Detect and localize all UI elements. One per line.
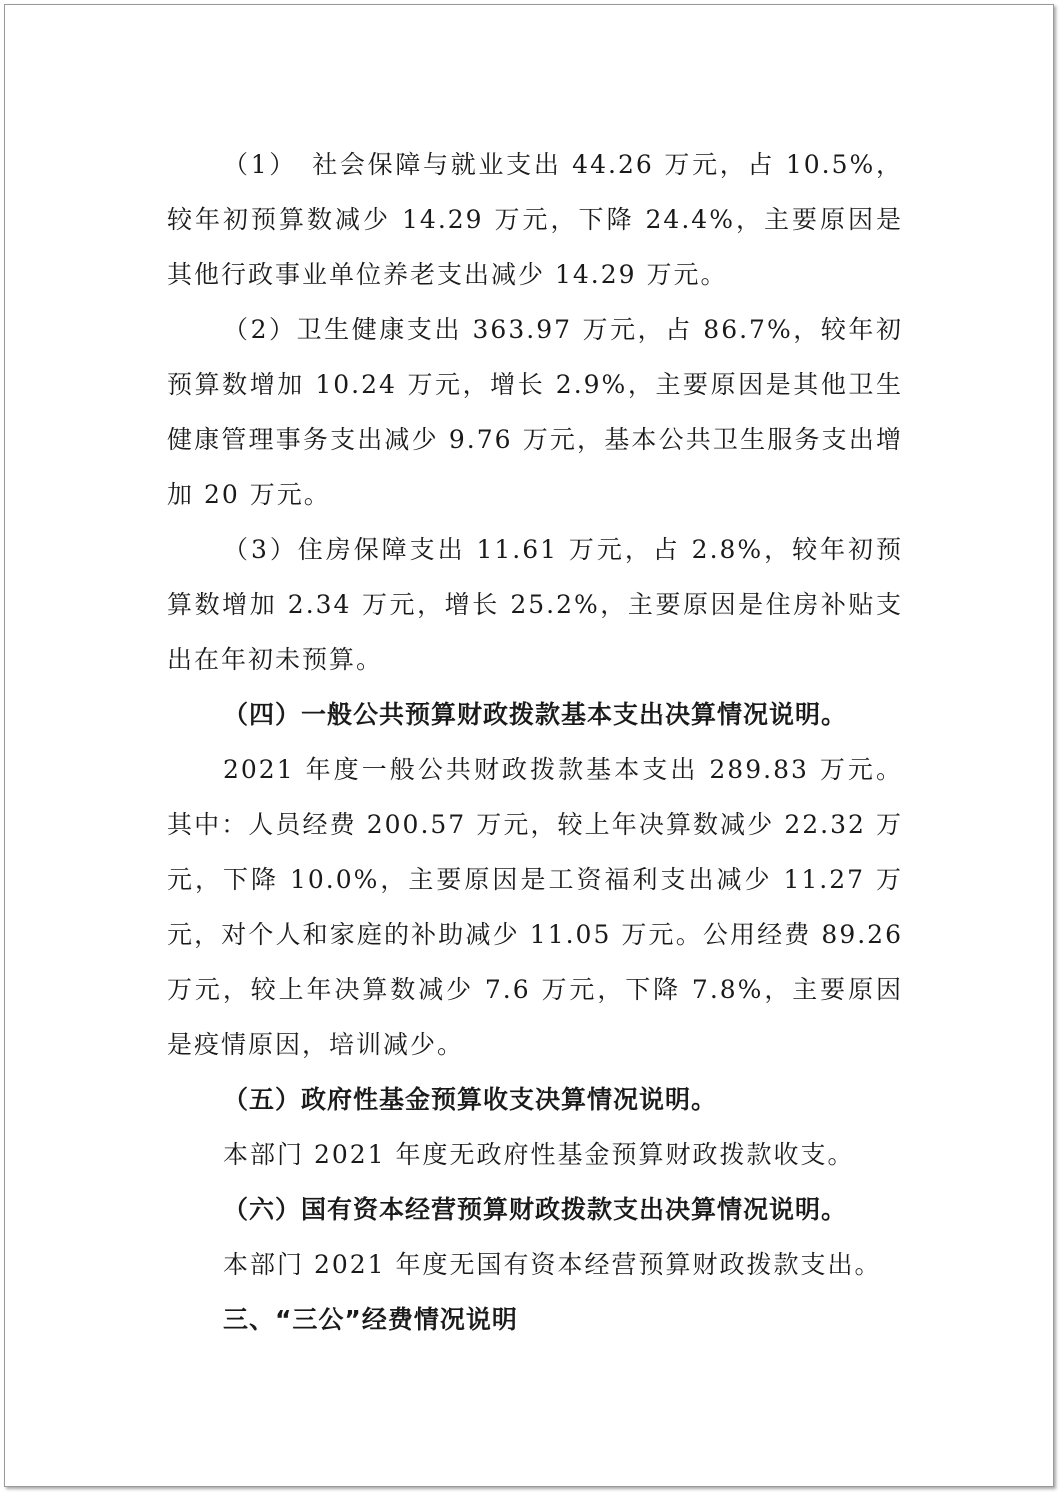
paragraph-state-capital: 本部门 2021 年度无国有资本经营预算财政拨款支出。 <box>223 1250 882 1279</box>
heading-government-fund: （五）政府性基金预算收支决算情况说明。 <box>223 1085 718 1114</box>
document-body <box>167 137 903 1347</box>
document-page <box>4 4 1054 1487</box>
paragraph-social-security: （1） 社会保障与就业支出 44.26 万元，占 10.5%，较年初预算数减少 14.29 万元，下降 24.4%，主要原因是其他行政事业单位养老支出减少 14.29 万元。 <box>167 150 903 289</box>
paragraph-housing: （3）住房保障支出 11.61 万元，占 2.8%，较年初预算数增加 2.34 万元，增长 25.2%，主要原因是住房补贴支出在年初未预算。 <box>167 535 903 674</box>
paragraph-basic-expenditure: 2021 年度一般公共财政拨款基本支出 289.83 万元。其中：人员经费 200.57 万元，较上年决算数减少 22.32 万元，下降 10.0%，主要原因是工资福利支出减少 11.27 万元，对个人和家庭的补助减少 11.05 万元。公用经费 89.26 万元，较上年决算数减少 7.6 万元，下降 7.8%，主要原因是疫情原因，培训减少。 <box>167 755 903 1059</box>
heading-basic-expenditure: （四）一般公共预算财政拨款基本支出决算情况说明。 <box>223 700 848 729</box>
heading-three-public-expenses: 三、“三公”经费情况说明 <box>223 1305 518 1334</box>
paragraph-health: （2）卫生健康支出 363.97 万元，占 86.7%，较年初预算数增加 10.24 万元，增长 2.9%，主要原因是其他卫生健康管理事务支出减少 9.76 万元，基本公共卫生服务支出增加 20 万元。 <box>167 315 903 509</box>
heading-state-capital: （六）国有资本经营预算财政拨款支出决算情况说明。 <box>223 1195 848 1224</box>
paragraph-government-fund: 本部门 2021 年度无政府性基金预算财政拨款收支。 <box>223 1140 855 1169</box>
